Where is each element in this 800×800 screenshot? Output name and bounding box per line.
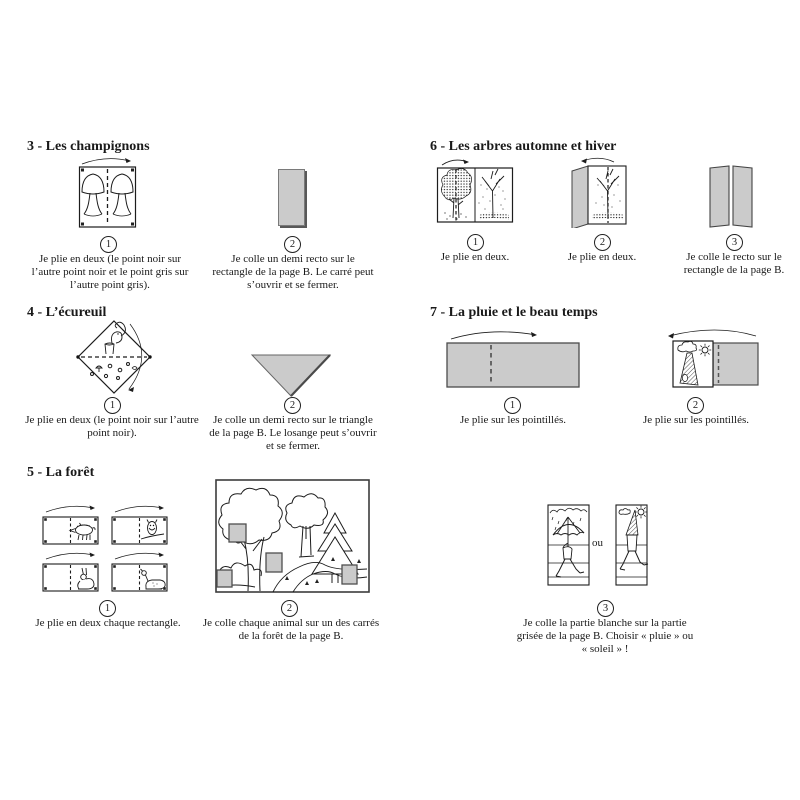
squirrel-diamond-illustration — [68, 316, 160, 400]
folded-triangle-illustration — [249, 352, 333, 398]
caption-pluie-step3: Je colle la partie blanche sur la partie grisée de la page B. Choisir « pluie » ou « soleil » ! — [516, 617, 694, 655]
animal-rectangles-illustration — [38, 497, 178, 597]
caption-arbres-step3: Je colle le recto sur le rectangle de la page B. — [683, 251, 785, 276]
step-number: 3 — [726, 234, 743, 251]
step-number: 2 — [594, 234, 611, 251]
or-label: ou — [592, 537, 603, 549]
step-number: 2 — [281, 600, 298, 617]
mushrooms-fold-illustration — [70, 152, 150, 232]
caption-ecureuil-step1: Je plie en deux (le point noir sur l’autre point noir). — [25, 414, 199, 439]
step-number: 3 — [597, 600, 614, 617]
section-title-arbres: 6 - Les arbres automne et hiver — [430, 139, 617, 154]
caption-pluie-step1: Je plie sur les pointillés. — [459, 414, 566, 426]
step-number: 1 — [99, 600, 116, 617]
section-title-pluie: 7 - La pluie et le beau temps — [430, 305, 598, 320]
step-number: 1 — [467, 234, 484, 251]
caption-ecureuil-step2: Je colle un demi recto sur le triangle de la page B. Le losange peut s’ouvrir et se fermer. — [209, 414, 377, 452]
caption-foret-step1: Je plie en deux chaque rectangle. — [35, 617, 181, 629]
section-title-champignons: 3 - Les champignons — [27, 139, 150, 154]
rain-sun-panel-illustration — [658, 323, 762, 391]
section-title-ecureuil: 4 - L’écureuil — [27, 305, 107, 320]
folded-square-illustration — [278, 169, 305, 226]
caption-foret-step2: Je colle chaque animal sur un des carrés de la forêt de la page B. — [202, 617, 380, 642]
step-number: 2 — [284, 236, 301, 253]
folded-card-panels-illustration — [704, 155, 760, 228]
section-title-foret: 5 - La forêt — [27, 465, 95, 480]
caption-arbres-step2: Je plie en deux. — [567, 251, 637, 263]
step-number: 2 — [284, 397, 301, 414]
wide-strip-fold-illustration — [443, 323, 583, 391]
step-number: 2 — [687, 397, 704, 414]
autumn-winter-trees-illustration — [435, 155, 515, 228]
step-number: 1 — [100, 236, 117, 253]
step-number: 1 — [504, 397, 521, 414]
caption-arbres-step1: Je plie en deux. — [440, 251, 510, 263]
forest-scene-illustration — [215, 479, 370, 593]
caption-champignons-step1: Je plie en deux (le point noir sur l’autre point noir et le point gris sur l’autre point gris). — [31, 253, 189, 291]
step-number: 1 — [104, 397, 121, 414]
caption-champignons-step2: Je colle un demi recto sur le rectangle de la page B. Le carré peut s’ouvrir et se fermer. — [212, 253, 374, 291]
caption-pluie-step2: Je plie sur les pointillés. — [642, 414, 749, 426]
half-folded-tree-illustration — [568, 155, 632, 228]
